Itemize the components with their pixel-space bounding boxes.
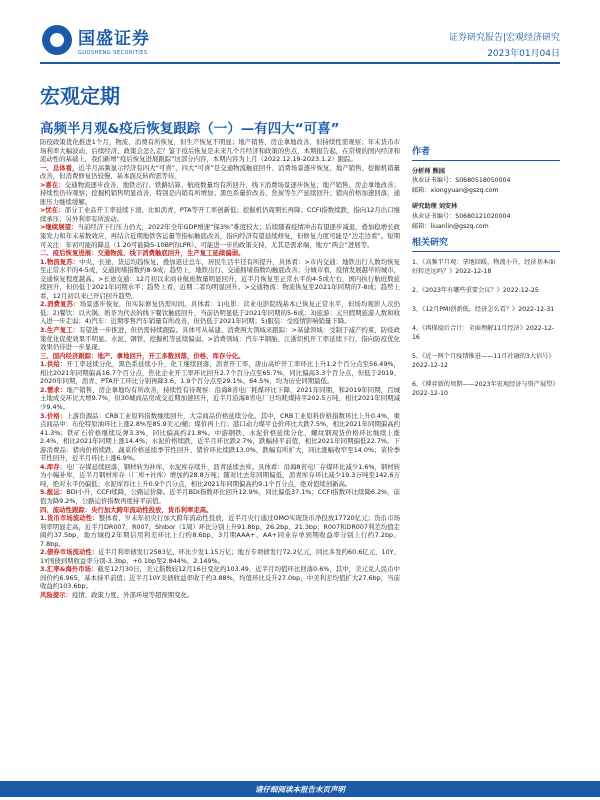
related-item[interactable]: 3、《12月PMI创新低，经济怎么看？》2022-12-31 (412, 305, 555, 313)
footer-banner (0, 781, 600, 797)
paragraph-text: 场景逐步恢复，但实际修复仍需时间。具体看：1)电影：营业电影院线基本已恢复正常水平，但场均观影人次仍低；2)餐饮：以火锅、奶茶为代表的线下餐饮触底回升，当前仍明显低于2021年同期的5-6成；3)旅游：元旦假期旅游人数和收入进一步走弱；4)汽车：近期零售汽车销量有所改善，但仍低于2021年同期；5)服装：受疫情影响销量下降。 (40, 300, 400, 326)
body-paragraph (40, 181, 400, 207)
body-paragraph (40, 386, 400, 412)
body-paragraph (40, 138, 400, 164)
body-paragraph (40, 258, 400, 301)
analyst-1 (412, 167, 560, 177)
related-item[interactable]: 5、《近一两个月疫情推进——11月社融的3大信号》2022-12-12 (412, 352, 555, 369)
body-paragraph (40, 206, 400, 223)
related-research-list (412, 258, 560, 398)
paragraph-text: 近半月高频显示经济有四大“可喜”，四大“可喜”是交通物流触底回升、消费场景逐步恢复，地产销售、挖掘机销量改善，但消费修复仍较慢、基本面反转尚需等待。 (40, 163, 400, 181)
body-paragraph (40, 412, 400, 463)
paragraph-lead: 3.生产复工： (40, 326, 80, 335)
paragraph-text: 整体看，岁末年初央行加大跨年流动性投放，近半月央行通过OMO实现货币净投放17720亿元；货币市场利率明显走高，近半月DR007、R007、Shibor（1周）环比分别上升91.8bp、26.2bp、21.3bp；R007和DR007利差均值走阔约37.5bp，地方城投2年期信用利差环比上行约8.6bp，3月期AAA+、AA+同业存单到期收益率分别上行约7.2bp、7.8bp。 (40, 514, 400, 548)
footer-text: 请仔细阅读本报告末页声明 (255, 784, 345, 794)
paragraph-lead: 1.物流复苏： (40, 257, 80, 266)
paragraph-lead: 3.汇率&海外市场： (40, 565, 98, 574)
related-item[interactable]: 1、《高频半月观：拿地回暖，物流小升，经济基本面好转还远吗？》2022-12-18 (412, 258, 556, 275)
company-logo (42, 24, 150, 56)
body-paragraph (40, 463, 400, 489)
analyst-1-role: 分析师 (412, 167, 431, 175)
paragraph-text: 地产销售、房企拿地均有所改善，持续性有待观察：沿海8省电厂耗煤环比下降，2021年同期，和2019年同期，百城土地成交环比大增9.7%，但30城商品房成交近期加速回升，近半月沿海8省电厂日均耗煤持平202.5万吨，相比2021年同期减少9.4%。 (40, 385, 400, 411)
paragraph-lead: 2.消费复苏： (40, 300, 80, 309)
paragraph-lead: 1.货币市场流动性： (40, 514, 99, 523)
paragraph-text: 开工率延续分化，黑色系延续小升，化工继续回落，沥青开工率，唐山高炉开工率环比上升1.2个百分点至56.49%，相比2021年同期偏高16.7个百分点，焦化企业开工率环比回升2.7个百分点至65.7%，同比偏高3.3个百分点，但低于2019、2020年同期，沥青、PTA开工环比分别再降3.6、1.9个百分点至29.1%、64.5%，均为历史同期最低。 (40, 360, 400, 386)
report-title: 高频半月观&疫后恢复跟踪（一）—有四大“可喜” (40, 121, 340, 137)
paragraph-text: 防疫政策优化推进1个月，物流、消费有所恢复，但生产恢复不明显；地产销售、房企拿地改善，但持续性需观察；年末货币市场利率大幅波动，后续经济、政策会怎么走？鉴于疫后恢复是未来几个月经济和政策的焦点，本期报告起，在常规的国内经济和流动性的基础上，我们新增“疫后恢复进展跟踪”这部分内容，本期内容为上月（2022.12.19-2023.1.2）跟踪。 (40, 138, 400, 164)
body-paragraph (40, 548, 400, 565)
paragraph-lead: 风险提示： (40, 590, 72, 599)
body-paragraph (40, 360, 400, 386)
paragraph-lead: 3.价格： (40, 411, 67, 420)
header-divider (40, 62, 560, 64)
paragraph-text: 有望进一步推进、但仍需持续跟踪。具体可从基建、消费两大领域来跟踪：>基建领域：受制于减产约束，防疫政策优化促使效果不明显。水泥、钢铁、挖掘机等延续偏弱。>消费领域：汽车半钢胎、江浙织机开工率延续下行，指向防疫优化效果仍待进一步显现。 (40, 326, 400, 352)
body-paragraph (40, 565, 400, 591)
report-body (40, 138, 400, 784)
paragraph-text: 上游资源品：CRB工业原料指数继续回升，大宗商品价格延续分化。其中，CRB工业原料价格指数环比上升0.4%，重点商品中：布伦特原油环比上涨2.8%至85.9美元/桶；煤价再上行；港口动力煤平仓价环比大跌7.5%，相比2021年同期偏高约41.3%；铁矿石价格继续反弹3.3%，同比偏高约21.8%。中游钢铁、水泥价格延续分化，螺纹钢现货价格环比继续上涨2.4%，相比2021年同期上涨14.4%；水泥价格续跌，近半月环比跌2.7%，跌幅持平前值，相比2021年同期偏低22.7%。下游消费品：猪肉价格续跌、蔬菜价格延续季节性回升，猪价环比续跌13.0%，跌幅有所扩大，同比涨幅收窄至14.0%；菜价季节性回升，近半月环比上涨6.9%。 (40, 411, 400, 463)
report-category: 宏观定期 (40, 84, 120, 108)
related-item[interactable]: 4、《再探疫后合计：全面理解11月经济》2022-12-16 (412, 324, 554, 341)
section-heading: 三、国内经济跟踪：地产、拿地回升，开工多数回落，价格、库存分化。 (40, 351, 245, 360)
body-paragraph (40, 223, 400, 249)
section-heading: 二、疫后恢复进展：交通物流、线下消费触底回升，生产复工延续偏弱。 (40, 249, 245, 258)
paragraph-lead: 4.库存： (40, 462, 67, 471)
body-paragraph (40, 326, 400, 352)
sidebar (412, 148, 560, 408)
body-paragraph (40, 164, 400, 181)
paragraph-text: 交通物流逐步改善、地铁出行、铁路结算、航班数量均有所回升，线下消费场景逐步恢复；地产销售、房企拿地改善；持续性仍待观察；挖掘机销售明显改善，特别是内销有所增加；黑色系量价改善、焦炭等生产延续回升；猪肉价格加速回落，通胀压力继续缓解。 (40, 180, 400, 206)
analyst-2 (412, 202, 560, 212)
analyst-1-cert: 执业证书编号：S0680518050004 (412, 177, 511, 185)
report-meta (449, 30, 560, 62)
authors-heading: 作者 (412, 148, 560, 161)
report-date: 2023年01月04日 (487, 49, 560, 59)
paragraph-text: 中央、长途、货运均趋恢复，叠加返迁总车，居民生活半径有所提升，具体看：>市内交通：地铁出行人数均恢复至正常水平的4-5成，交通拥堵指数约8-9成；趋势上，地铁出行、交通拥堵指数均触底改善；分城市看，疫情发展越早的城市，交通恢复程度越高。>长途交通：12月初以来商业航班数量明显回升，近半月恢复至正常水平的4-5成左右，国内执行航班数延续回升，但仍低于2021年同期水平；趋势上看，近期二者均明显回升。>交通物流：物流恢复至2021年同期的7-8成；趋势上看，12月初以来已开启回升趋势。 (40, 257, 400, 300)
related-item[interactable]: 6、《博弈新的周期——2023年宏观经济与资产展望》2022-12-10 (412, 380, 559, 397)
paragraph-text: 电厂存煤延续回落，钢材转为补库、水泥库存续升、沥青延续去库。具体看：沿海8省电厂存煤环比减少1.6%，钢材转为小幅补库，近半月钢材库存（厂库+社库）增加约28.8万吨；随对比去年同期偏低，沥青库存环比减少19.3万吨至142.6万吨，绝对水平仍偏低；水泥库容比上升0.9个百分点，相比2021年同期偏高约9.1个百分点，绝对值续创新高。 (40, 462, 400, 488)
paragraph-text: 疫情、政策力度、外部环境等超预期变化。 (71, 590, 194, 599)
related-item[interactable]: 2、《2023年有哪些重要会议？》2022-12-25 (412, 286, 539, 294)
paragraph-lead: 一、总体看， (40, 163, 79, 172)
related-heading: 相关研究 (412, 239, 560, 252)
paragraph-text: 近半月利率债发行2583亿，环比少发1.15万亿；地方专项债发行72.2亿元，同比多发约60.6亿元，10Y、1Y国债到期收益率分别-3.3bp、+0.1bp至2.844%、2.149%。 (40, 548, 400, 565)
paragraph-text: BDI小升，CCFI续降，公路运价降。近半月BDI指数环比回升12.9%，同比偏低37.1%；CCFI指数环比续降6.2%，前值为降9.2%，公路运价指数再度持平前值。 (40, 488, 400, 505)
analyst-2-role: 研究助理 (412, 203, 437, 211)
paragraph-lead: 5.航运： (40, 488, 67, 497)
body-paragraph (40, 514, 400, 548)
paragraph-lead: >喜在： (40, 180, 65, 189)
analyst-2-name: 刘安林 (438, 203, 458, 211)
paragraph-lead: >忧在： (40, 206, 65, 215)
logo-text: 国盛证券 (78, 29, 150, 49)
logo-subtext: GUOSHENG SECURITIES (78, 50, 148, 56)
analyst-1-name: 熊园 (432, 167, 445, 175)
paragraph-text: 截至12月30日，美元指数较12月16日变化约103.49，近半月均值环比回落0.6%，其中，美元兑人民币中间价约6.965，基本持平前值；近半月10Y美债收益率收于约3.88%，均值环比反升27.0bp，中美利差均值扩大27.6bp，当前收益约103.6bp。 (40, 565, 400, 591)
paragraph-text: 部分工业品开工率延续下滑、比如沥青、PTA等开工率创新低；挖掘机仍周期长再降；CCFI指数续跌，指向12月出口继续承压；另外利率有所波动。 (40, 206, 400, 223)
analyst-2-cert: 执业证书编号：S0680121020004 (412, 212, 511, 220)
body-paragraph (40, 300, 400, 326)
paragraph-lead: 1.供给： (40, 360, 67, 369)
analyst-1-email[interactable]: 邮箱：xiongyuan@gszq.com (412, 186, 499, 194)
paragraph-lead: >继续展望： (40, 223, 78, 232)
analyst-2-email[interactable]: 邮箱：liuanlin@gszq.com (412, 222, 489, 230)
body-paragraph (40, 488, 400, 505)
paragraph-lead: 2.债券市场流动性： (40, 548, 99, 557)
logo-mark-icon (42, 25, 72, 55)
body-paragraph (40, 591, 400, 600)
report-type: 证券研究报告|宏观经济研究 (448, 33, 560, 43)
section-heading: 四、流动性跟踪：央行加大跨年流动性投放，货币利率走高。 (40, 505, 213, 514)
paragraph-text: 当前经济下行压力仍大，2022年全年GDP增速“保3%”难度较大；后续随着疫情冲击有望逐步减退，叠加稳增长政策发力和年末基数效应，再结合近期地铁客运量等指标触底改善，指向经济有望延续修复，但修复力度可能是“边走边看”。短期可关注：年初可能的降息（1.20可能降5-10BP的LPR）、可能进一步的政策支持，尤其是需求端，地方“两会”进展等。 (40, 223, 400, 249)
paragraph-lead: 2.需求： (40, 385, 67, 394)
